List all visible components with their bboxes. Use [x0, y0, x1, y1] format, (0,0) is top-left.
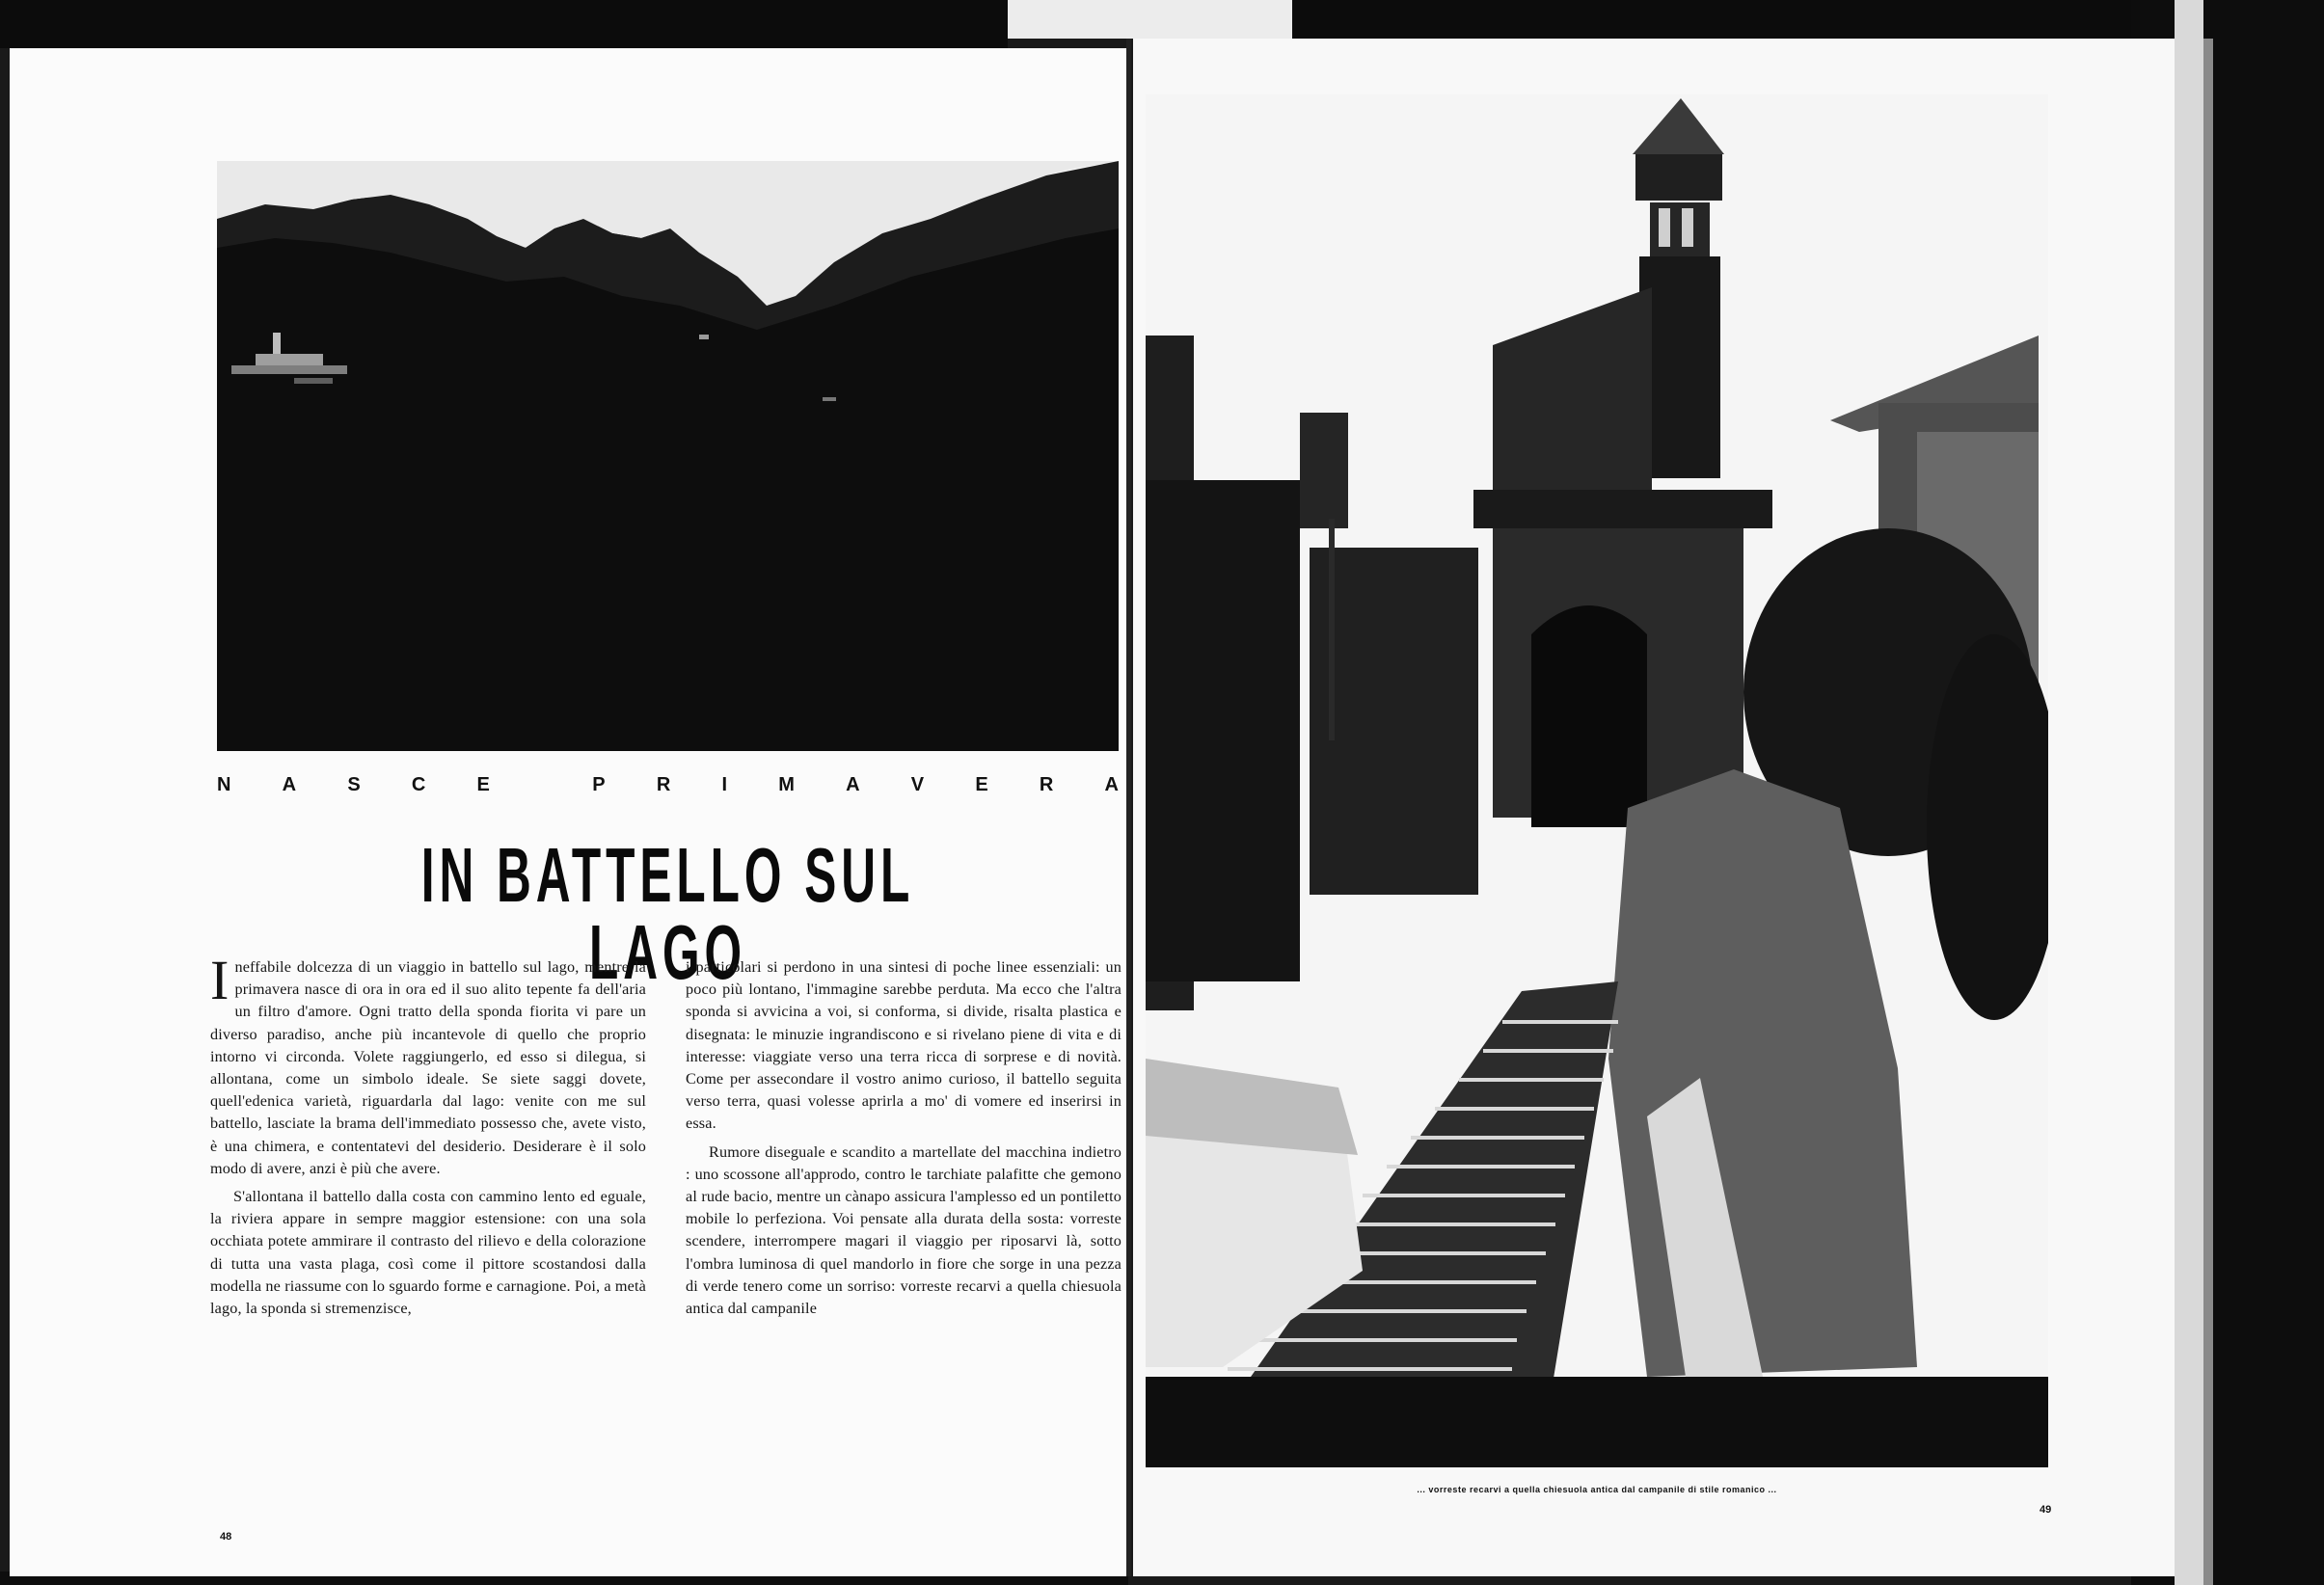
paragraph-text: neffabile dolcezza di un viaggio in battello sul lago, mentre la primavera nasce di ora in ora ed il suo alito tepente fa dell'aria un filtro d'amore. Ogni tratto della sponda fiorita vi pare un diverso paradiso, anche più incantevole di quello che proprio intorno vi circonda. Volete raggiungerlo, ed esso si dilegua, si allontana, come un simbolo ideale. Se siete saggi dovete, quell'edenica varietà, riguardarla dal lago: venite con me sul battello, lasciate la brama dell'immediato possesso che, avete visto, è una chimera, e contentatevi del desiderio. Desiderare è il solo modo di avere, anzi è più che avere. [210, 958, 646, 1177]
photo-caption: ... vorreste recarvi a quella chiesuola antica dal campanile di stile romanico ... [1417, 1485, 1777, 1494]
kicker-letter: E [975, 774, 988, 795]
kicker-letter: P [592, 774, 606, 795]
paragraph [210, 956, 646, 1180]
article-body [210, 956, 1121, 1506]
scan-gap [1008, 0, 1292, 39]
page-number-right: 49 [2040, 1504, 2052, 1516]
kicker-letter: M [778, 774, 795, 795]
kicker-letter: S [347, 774, 361, 795]
lake-landscape-photo [217, 161, 1119, 751]
kicker-letter: N [217, 774, 231, 795]
page-number-left: 48 [220, 1531, 232, 1543]
text-column-1 [210, 956, 646, 1506]
kicker-letter: R [656, 774, 671, 795]
text-column-2 [686, 956, 1121, 1506]
page-stack-shadow [2203, 39, 2213, 1585]
article-headline: IN BATTELLO SUL LAGO [420, 832, 915, 995]
kicker-letter: A [282, 774, 297, 795]
kicker-letter: E [476, 774, 490, 795]
book-gutter [1126, 39, 1131, 1576]
paragraph: Rumore diseguale e scandito a martellate del macchina indietro : uno scossone all'approdo, contro le tarchiate palafitte che gemono al rude bacio, mentre un cànapo assicura l'amplesso ed un pontiletto mobile lo perfeziona. Voi pensate alla durata della sosta: vorreste scendere, interrompere magari il viaggio per riposarvi là, sotto l'ombra luminosa di quel mandorlo in fiore che sorge in una pezza di verde tenero come un sorriso: vorreste recarvi a quella chiesuola antica dal campanile [686, 1142, 1121, 1318]
scan-edge-top-right [1292, 0, 2141, 42]
kicker-letter: A [846, 774, 860, 795]
page-stack-edge [2175, 0, 2203, 1585]
kicker-letter: R [1039, 774, 1054, 795]
kicker-letter: C [411, 774, 426, 795]
paragraph: S'allontana il battello dalla costa con cammino lento ed eguale, la riviera appare in sempre maggior estensione: con una sola occhiata potete ammirare il contrasto del rilievo e della colorazione di tutta una vasta plaga, così come il pittore scostandosi dalla modella ne riassume con lo sguardo forme e carnagione. Poi, a metà lago, la sponda si stremenzisce, [210, 1188, 646, 1318]
section-kicker [217, 774, 1119, 803]
kicker-letter: I [721, 774, 728, 795]
church-illustration [1146, 94, 2048, 1467]
kicker-letter: V [910, 774, 925, 795]
drop-cap: I [210, 956, 230, 1011]
paragraph: i particolari si perdono in una sintesi di poche linee essenziali: un poco più lontano, l'immagine sarebbe perduta. Ma ecco che l'altra sponda si avvicina a voi, si conforma, si divide, risalta plastica e disegnata: le minuzie ingrandiscono e si rivelano piene di vita e di interesse: viaggiate verso una terra ricca di sorprese e di novità. Come per assecondare il vostro animo curioso, il battello seguita verso terra, quasi volesse aprirla a mo' di vomere ed inserirsi in essa. [686, 958, 1121, 1133]
kicker-letter: A [1104, 774, 1119, 795]
scan-edge-top-left [0, 0, 1008, 48]
landscape-illustration [217, 161, 1119, 751]
church-stairway-photo [1146, 94, 2048, 1467]
